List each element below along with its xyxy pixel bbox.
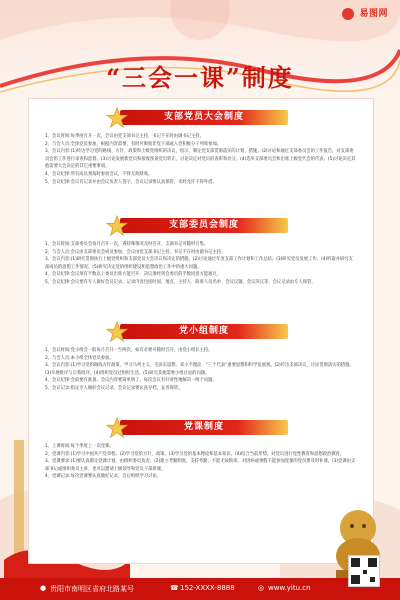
footer-phone: 152-XXXX-8888 [180, 584, 235, 592]
section-item: 1、上课时间:每个季度上一次党课。 [45, 444, 114, 449]
section-item: 5、会议纪律:会议有记录并由会议负责人签字，会议记录要认真保管，未经允许不得外借。 [45, 179, 217, 185]
section-item: 4、会议纪律:会议须有半数以上委员出席方能召开，决议须经到会委员的半数同意方能通过。 [45, 272, 222, 278]
section-item: 5、会议记录:指定专人做好会议记录，会议记录要认真存档，妥善保管。 [45, 385, 183, 391]
footer-website: www.yitu.cn [268, 584, 311, 592]
content-panel [28, 98, 374, 564]
section-item: 4、会议纪律:所有成员须按时参加会议，不得无故缺席。 [45, 171, 153, 177]
section-item: 2、与会人员:全体党员参加，根据内容需要，有时可吸收非党干部或入党积极分子列席参加。 [45, 141, 222, 147]
section-title: 党小组制度 [178, 326, 229, 336]
section-party-group [29, 321, 373, 393]
section-item: 3、会议内容:(1)研究贯彻执行上级党组织和支部党员大会决议和决定的措施。(2)讨论通过年度支部工作计划和工作总结。(3)研究党员发展工作。(4)听取并研究支部成员的思想工作情况。(5)研究决定党的组织建设和思想政治工作中的重大问题。 [45, 257, 353, 270]
section-items [45, 443, 357, 481]
section-header [106, 417, 296, 439]
section-item: 4、会议纪律:会前要有准备，会议内容要简单明了，每次会议有针对性地解决一两个问题。 [45, 378, 217, 384]
globe-icon: ◎ [258, 584, 265, 592]
section-party-lecture [29, 417, 373, 481]
section-header [106, 107, 296, 129]
section-item: 5、会议纪律:会议要有专人做好会议记录，记录内容包括时间、地点、主持人、缺席人员名单、会议议题、会议决议等，会议记录由专人保管。 [45, 279, 316, 285]
section-header [106, 321, 296, 343]
qr-code-icon [348, 555, 380, 587]
phone-icon: ☎ [170, 584, 179, 592]
section-item: 4、党课记录:每次党课要认真做好记录，会后组织学习讨论。 [45, 474, 161, 480]
section-item: 3、会议内容:(1)学习党的路线方针政策，学习马列主义、毛泽东思想、邓小平理论、“三个代表”重要思想和科学发展观。(2)传达支部决议，讨论贯彻落实的措施。(3)开展批评与自我批评。(4)组织党员过组织生活。(5)研究其他需要小组讨论的问题。 [45, 363, 354, 376]
section-title: 支部党员大会制度 [163, 112, 244, 122]
section-branch-committee [29, 215, 373, 287]
section-items [45, 133, 357, 186]
section-item: 2、党课内容:(1)学习中国共产党章程。(2)学习党的方针、政策。(3)学习党的基本理论和基本知识。(4)结合当前形势，对党员进行党性教育和思想政治教育。 [45, 451, 345, 457]
section-items [45, 241, 357, 287]
brand-name: 易图网 [359, 9, 388, 19]
section-item: 3、党课要求:(1)要认真制定党课计划，由组织委员负责。(2)建立考勤制度，支持考勤，不能无故缺席。对因病或事假不能参加党课的党员要及时补课。(3)党课由支部书记或组织委员主讲，也可以邀请上级领导和党员干部讲课。 [45, 459, 356, 472]
section-item: 2、与会人员:会议由支部委员会成员参加，会议由党支部书记主持，书记不在时由副书记主持。 [45, 249, 226, 255]
footer-address: 贵阳市南明区省府北路某号 [50, 585, 134, 593]
section-item: 1、会议时间:支部委员会每月召开一次，遇特殊情况及时召开，支部书记可随时召集。 [45, 242, 209, 247]
section-item: 3、会议内容:(1)传达学习党的路线、方针、政策和上级党组织的决议、指示，制定党支部贯彻落实的计划、措施。(2)讨论和通过支部委员会的工作报告，对支部委员会的工作进行审查和监督。(3)讨论发展新党员和接收预备党员转正，讨论决定对党员的表彰和处分。(4)选举支部委员会和出席上级党代会的代表。(5)讨论决定其他需要大会决定的其它重要事项。 [45, 149, 356, 170]
section-item: 2、与会人员:本小组全体党员参加。 [45, 355, 114, 361]
page-title: “三会一课”制度 [106, 63, 294, 92]
brand-logo [342, 6, 388, 20]
section-title: 支部委员会制度 [168, 220, 239, 230]
section-header [106, 215, 296, 237]
footer-bar [0, 578, 400, 600]
section-item: 1、会议时间:党小组会一般每月召开一至两次，如有必要可随时召开，由党小组长主持。 [45, 348, 213, 353]
section-title: 党课制度 [183, 422, 224, 432]
location-icon: ● [40, 584, 47, 592]
section-items [45, 347, 357, 393]
section-party-member-meeting [29, 107, 373, 186]
section-item: 1、会议时间:每季度召开一次，会议由党支部书记主持，书记不在时由副书记主持。 [45, 134, 204, 139]
brand-mark-icon [342, 8, 354, 20]
